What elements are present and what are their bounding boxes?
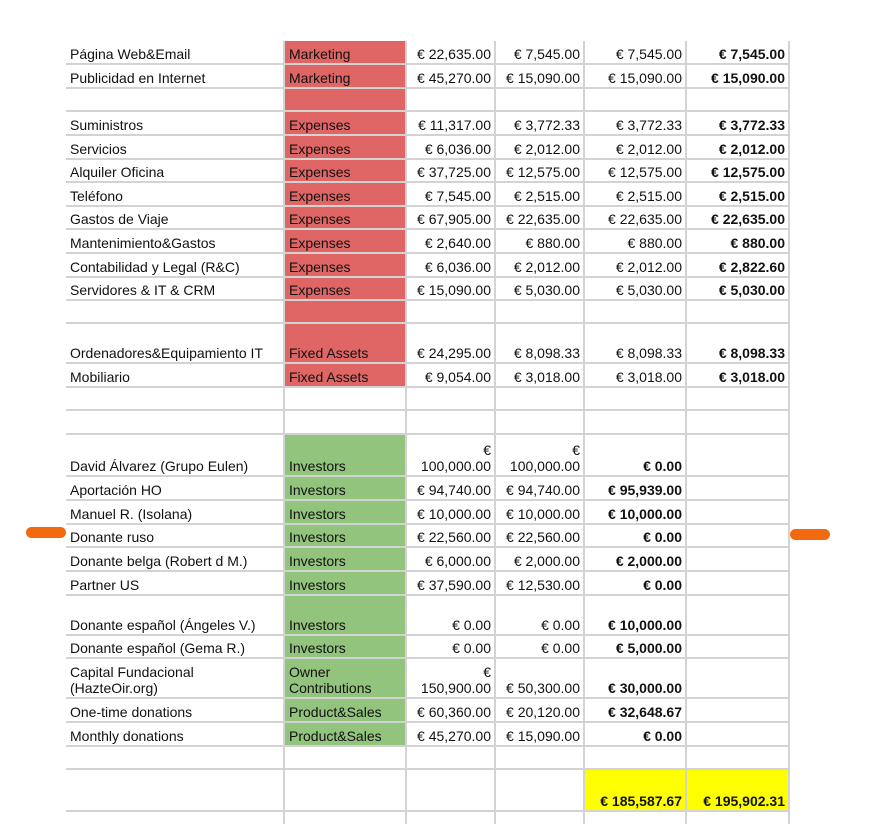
value-cell-3[interactable]: € 95,939.00 (585, 477, 687, 499)
value-cell-1[interactable]: € 10,000.00 (407, 501, 496, 523)
empty-cell[interactable] (687, 388, 790, 409)
value-cell-2[interactable]: € 15,090.00 (496, 723, 585, 745)
empty-cell[interactable] (687, 301, 790, 322)
category-cell[interactable]: Investors (285, 548, 407, 570)
category-cell[interactable]: Investors (285, 596, 407, 634)
item-name-cell[interactable] (66, 659, 285, 697)
value-cell-4[interactable] (687, 525, 790, 546)
empty-cell[interactable] (496, 89, 585, 110)
table-row (66, 501, 790, 525)
category-cell[interactable]: Marketing (285, 65, 407, 87)
empty-cell[interactable] (66, 770, 285, 810)
value-cell-4[interactable]: € 3,772.33 (687, 112, 790, 134)
value-cell-1[interactable]: € 60,360.00 (407, 699, 496, 721)
value-cell-4[interactable] (687, 699, 790, 721)
empty-cell[interactable] (496, 770, 585, 810)
category-cell[interactable]: Investors (285, 501, 407, 523)
empty-cell[interactable] (407, 388, 496, 409)
spreadsheet (66, 41, 790, 824)
item-name-text: Capital Fundacional (HazteOir.org) (70, 664, 194, 696)
value-cell-3[interactable]: € 2,012.00 (585, 136, 687, 158)
empty-cell[interactable] (407, 812, 496, 824)
left-highlight-marker (26, 527, 66, 538)
value-cell-1[interactable]: € 15,090.00 (407, 278, 496, 299)
value-cell-2[interactable]: € 880.00 (496, 230, 585, 252)
value-cell-2[interactable]: € 2,012.00 (496, 254, 585, 276)
empty-cell[interactable] (285, 388, 407, 409)
value-cell-4[interactable]: € 7,545.00 (687, 41, 790, 63)
item-name-cell[interactable]: Ordenadores&Equipamiento IT (66, 324, 285, 362)
value-cell-3[interactable]: € 880.00 (585, 230, 687, 252)
value-cell-4[interactable] (687, 548, 790, 570)
empty-row (66, 388, 790, 411)
item-name-cell[interactable]: Alquiler Oficina (66, 160, 285, 181)
right-highlight-marker (790, 529, 830, 540)
value-cell-1[interactable] (407, 659, 496, 697)
value-cell-1[interactable]: € 37,725.00 (407, 160, 496, 181)
item-name-cell[interactable]: Mobiliario (66, 364, 285, 386)
empty-cell[interactable] (687, 411, 790, 433)
value-cell-1[interactable]: € 24,295.00 (407, 324, 496, 362)
empty-row (66, 747, 790, 770)
value-cell-2[interactable]: € 22,560.00 (496, 525, 585, 546)
value-cell-2[interactable]: € 10,000.00 (496, 501, 585, 523)
value-cell-4[interactable] (687, 596, 790, 634)
value-cell-3[interactable]: € 12,575.00 (585, 160, 687, 181)
value-cell-1[interactable]: € 6,000.00 (407, 548, 496, 570)
empty-cell[interactable] (66, 301, 285, 322)
value-cell-4[interactable]: € 22,635.00 (687, 207, 790, 228)
item-name-cell[interactable]: Aportación HO (66, 477, 285, 499)
category-cell[interactable]: Investors (285, 477, 407, 499)
table-row (66, 525, 790, 548)
empty-cell[interactable] (585, 747, 687, 768)
value-cell-2[interactable]: € 15,090.00 (496, 65, 585, 87)
value-text: € 100,000.00 (509, 442, 580, 474)
empty-cell[interactable] (496, 388, 585, 409)
item-name-cell[interactable]: Publicidad en Internet (66, 65, 285, 87)
totals-row (66, 770, 790, 812)
value-cell-3[interactable]: € 3,018.00 (585, 364, 687, 386)
table-row (66, 112, 790, 136)
table-row (66, 230, 790, 254)
empty-cell[interactable] (66, 411, 285, 433)
value-cell-3[interactable]: € 10,000.00 (585, 596, 687, 634)
value-cell-3[interactable]: € 0.00 (585, 525, 687, 546)
value-cell-2[interactable]: € 5,030.00 (496, 278, 585, 299)
value-cell-3[interactable]: € 0.00 (585, 723, 687, 745)
category-cell[interactable] (285, 659, 407, 697)
table-row (66, 278, 790, 301)
category-cell[interactable]: Investors (285, 435, 407, 475)
value-cell-4[interactable]: € 2,012.00 (687, 136, 790, 158)
empty-cell[interactable] (585, 411, 687, 433)
total-cell-4[interactable]: € 195,902.31 (687, 770, 790, 810)
item-name-cell[interactable]: Servidores & IT & CRM (66, 278, 285, 299)
category-cell[interactable]: Expenses (285, 136, 407, 158)
item-name-cell[interactable]: Monthly donations (66, 723, 285, 745)
value-cell-3[interactable]: € 8,098.33 (585, 324, 687, 362)
item-name-cell[interactable]: Donante belga (Robert d M.) (66, 548, 285, 570)
category-text: Owner Contributions (289, 664, 372, 696)
value-cell-3[interactable]: € 5,030.00 (585, 278, 687, 299)
item-name-cell[interactable]: One-time donations (66, 699, 285, 721)
value-cell-4[interactable] (687, 572, 790, 594)
item-name-cell[interactable]: Suministros (66, 112, 285, 134)
value-cell-3[interactable]: € 7,545.00 (585, 41, 687, 63)
empty-cell[interactable] (407, 747, 496, 768)
value-cell-4[interactable]: € 880.00 (687, 230, 790, 252)
value-cell-4[interactable]: € 2,822.60 (687, 254, 790, 276)
table-row (66, 636, 790, 659)
value-cell-3[interactable]: € 2,515.00 (585, 183, 687, 205)
category-cell[interactable]: Investors (285, 636, 407, 657)
item-name-cell[interactable]: Mantenimiento&Gastos (66, 230, 285, 252)
value-cell-1[interactable]: € 22,635.00 (407, 41, 496, 63)
table-row (66, 596, 790, 636)
category-cell[interactable]: Investors (285, 525, 407, 546)
value-cell-1[interactable]: € 11,317.00 (407, 112, 496, 134)
empty-cell[interactable] (496, 411, 585, 433)
table-row (66, 160, 790, 183)
value-cell-3[interactable]: € 5,000.00 (585, 636, 687, 657)
table-row (66, 659, 790, 699)
item-name-cell[interactable]: David Álvarez (Grupo Eulen) (66, 435, 285, 475)
empty-cell[interactable] (66, 89, 285, 110)
empty-row (66, 411, 790, 435)
value-cell-3[interactable]: € 22,635.00 (585, 207, 687, 228)
empty-cell[interactable] (66, 812, 285, 824)
value-cell-3[interactable]: € 30,000.00 (585, 659, 687, 697)
category-cell[interactable]: Expenses (285, 183, 407, 205)
empty-cell[interactable] (496, 301, 585, 322)
value-cell-3[interactable]: € 15,090.00 (585, 65, 687, 87)
category-cell[interactable]: Product&Sales (285, 699, 407, 721)
value-cell-2[interactable]: € 22,635.00 (496, 207, 585, 228)
value-cell-1[interactable]: € 45,270.00 (407, 723, 496, 745)
table-row (66, 254, 790, 278)
category-cell[interactable]: Investors (285, 572, 407, 594)
empty-row (66, 812, 790, 824)
table-row (66, 699, 790, 723)
value-cell-1[interactable]: € 0.00 (407, 596, 496, 634)
value-cell-1[interactable]: € 6,036.00 (407, 254, 496, 276)
item-name-cell[interactable]: Partner US (66, 572, 285, 594)
value-cell-2[interactable]: € 0.00 (496, 596, 585, 634)
value-cell-2[interactable]: € 94,740.00 (496, 477, 585, 499)
category-cell[interactable]: Expenses (285, 230, 407, 252)
table-row (66, 136, 790, 160)
value-cell-4[interactable]: € 3,018.00 (687, 364, 790, 386)
table-row (66, 572, 790, 596)
value-cell-3[interactable]: € 3,772.33 (585, 112, 687, 134)
item-name-cell[interactable]: Donante ruso (66, 525, 285, 546)
empty-cell[interactable] (585, 89, 687, 110)
value-text: € 100,000.00 (420, 442, 491, 474)
value-cell-3[interactable]: € 32,648.67 (585, 699, 687, 721)
value-cell-4[interactable] (687, 435, 790, 475)
value-cell-3[interactable]: € 2,000.00 (585, 548, 687, 570)
value-cell-2[interactable]: € 7,545.00 (496, 41, 585, 63)
value-text: € 150,900.00 (420, 664, 491, 696)
value-cell-4[interactable]: € 2,515.00 (687, 183, 790, 205)
table-row (66, 435, 790, 477)
table-row (66, 183, 790, 207)
item-name-cell[interactable]: Teléfono (66, 183, 285, 205)
empty-cell[interactable] (285, 89, 407, 110)
value-cell-2[interactable]: € 12,575.00 (496, 160, 585, 181)
value-cell-1[interactable]: € 2,640.00 (407, 230, 496, 252)
empty-cell[interactable] (687, 747, 790, 768)
value-cell-2[interactable]: € 2,012.00 (496, 136, 585, 158)
empty-cell[interactable] (285, 770, 407, 810)
total-cell-3[interactable]: € 185,587.67 (585, 770, 687, 810)
item-name-cell[interactable]: Servicios (66, 136, 285, 158)
value-cell-4[interactable]: € 8,098.33 (687, 324, 790, 362)
value-cell-2[interactable]: € 8,098.33 (496, 324, 585, 362)
empty-cell[interactable] (585, 812, 687, 824)
value-cell-1[interactable]: € 9,054.00 (407, 364, 496, 386)
empty-cell[interactable] (407, 770, 496, 810)
value-cell-4[interactable]: € 5,030.00 (687, 278, 790, 299)
category-cell[interactable]: Fixed Assets (285, 324, 407, 362)
category-cell[interactable]: Fixed Assets (285, 364, 407, 386)
item-name-cell[interactable]: Donante español (Gema R.) (66, 636, 285, 657)
table-row (66, 477, 790, 501)
item-name-cell[interactable]: Gastos de Viaje (66, 207, 285, 228)
empty-cell[interactable] (285, 301, 407, 322)
value-cell-1[interactable]: € 6,036.00 (407, 136, 496, 158)
value-cell-1[interactable]: € 67,905.00 (407, 207, 496, 228)
value-cell-3[interactable]: € 0.00 (585, 572, 687, 594)
value-cell-1[interactable] (407, 435, 496, 475)
value-cell-1[interactable]: € 94,740.00 (407, 477, 496, 499)
value-cell-2[interactable]: € 3,772.33 (496, 112, 585, 134)
value-cell-2[interactable]: € 3,018.00 (496, 364, 585, 386)
value-cell-2[interactable]: € 0.00 (496, 636, 585, 657)
value-cell-1[interactable]: € 22,560.00 (407, 525, 496, 546)
category-cell[interactable]: Expenses (285, 160, 407, 181)
empty-cell[interactable] (496, 812, 585, 824)
value-cell-2[interactable]: € 2,000.00 (496, 548, 585, 570)
item-name-cell[interactable]: Página Web&Email (66, 41, 285, 63)
value-cell-3[interactable]: € 2,012.00 (585, 254, 687, 276)
empty-cell[interactable] (285, 747, 407, 768)
table-row (66, 723, 790, 747)
category-cell[interactable]: Expenses (285, 278, 407, 299)
value-cell-4[interactable] (687, 659, 790, 697)
value-cell-4[interactable] (687, 501, 790, 523)
value-cell-2[interactable]: € 50,300.00 (496, 659, 585, 697)
category-cell[interactable]: Expenses (285, 112, 407, 134)
table-row (66, 207, 790, 230)
table-row (66, 324, 790, 364)
empty-cell[interactable] (407, 301, 496, 322)
table-row (66, 364, 790, 388)
value-cell-4[interactable] (687, 636, 790, 657)
value-cell-1[interactable]: € 0.00 (407, 636, 496, 657)
value-cell-2[interactable]: € 20,120.00 (496, 699, 585, 721)
value-cell-2[interactable] (496, 435, 585, 475)
item-name-cell[interactable]: Manuel R. (Isolana) (66, 501, 285, 523)
value-cell-2[interactable]: € 2,515.00 (496, 183, 585, 205)
value-cell-4[interactable]: € 15,090.00 (687, 65, 790, 87)
empty-cell[interactable] (66, 747, 285, 768)
empty-cell[interactable] (285, 411, 407, 433)
table-row (66, 41, 790, 65)
empty-cell[interactable] (407, 411, 496, 433)
empty-row (66, 301, 790, 324)
empty-cell[interactable] (687, 89, 790, 110)
category-cell[interactable]: Expenses (285, 207, 407, 228)
empty-row (66, 89, 790, 112)
value-cell-1[interactable]: € 45,270.00 (407, 65, 496, 87)
value-cell-1[interactable]: € 37,590.00 (407, 572, 496, 594)
table-row (66, 548, 790, 572)
item-name-cell[interactable]: Donante español (Ángeles V.) (66, 596, 285, 634)
value-cell-4[interactable] (687, 723, 790, 745)
value-cell-4[interactable] (687, 477, 790, 499)
empty-cell[interactable] (285, 812, 407, 824)
category-cell[interactable]: Product&Sales (285, 723, 407, 745)
value-cell-3[interactable]: € 0.00 (585, 435, 687, 475)
value-cell-1[interactable]: € 7,545.00 (407, 183, 496, 205)
item-name-cell[interactable]: Contabilidad y Legal (R&C) (66, 254, 285, 276)
empty-cell[interactable] (585, 301, 687, 322)
table-row (66, 65, 790, 89)
category-cell[interactable]: Marketing (285, 41, 407, 63)
empty-cell[interactable] (66, 388, 285, 409)
category-cell[interactable]: Expenses (285, 254, 407, 276)
value-cell-2[interactable]: € 12,530.00 (496, 572, 585, 594)
empty-cell[interactable] (687, 812, 790, 824)
empty-cell[interactable] (496, 747, 585, 768)
empty-cell[interactable] (585, 388, 687, 409)
value-cell-3[interactable]: € 10,000.00 (585, 501, 687, 523)
empty-cell[interactable] (407, 89, 496, 110)
value-cell-4[interactable]: € 12,575.00 (687, 160, 790, 181)
